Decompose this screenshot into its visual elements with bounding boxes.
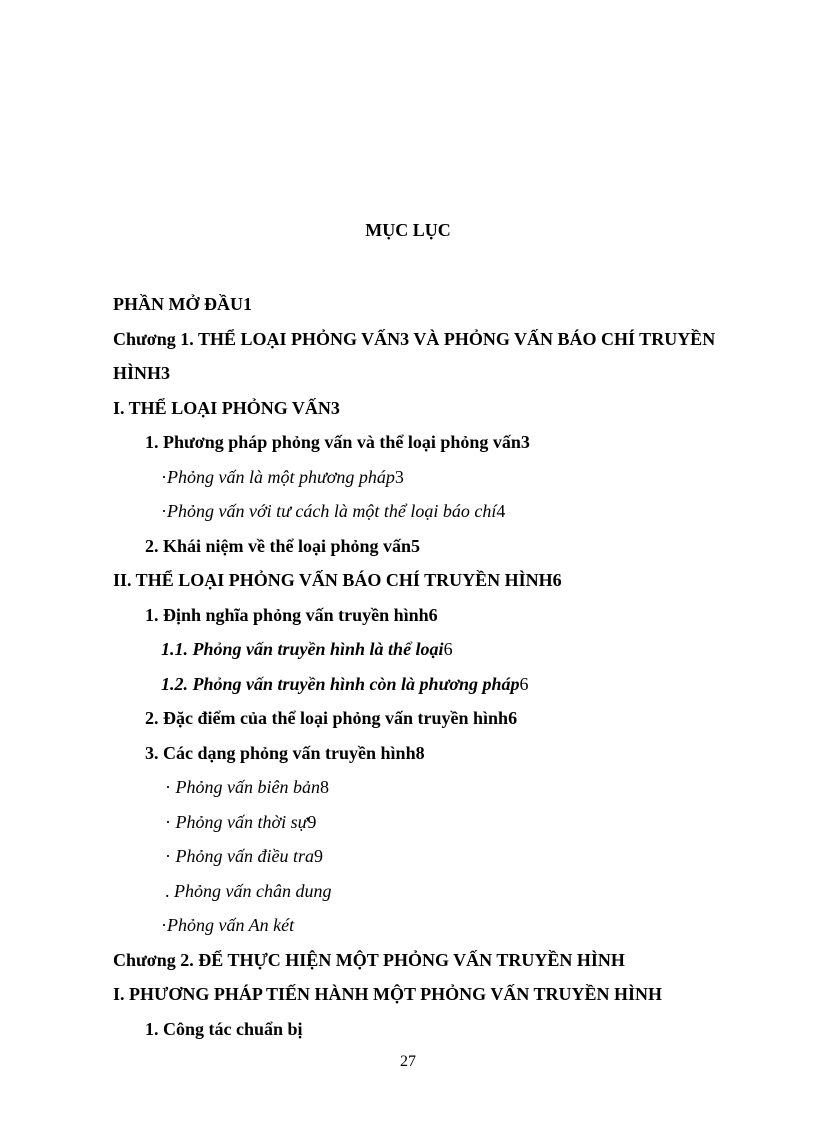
toc-entry-text: 2. Đặc điểm của thể loại phỏng vấn truyền hình [145, 708, 509, 728]
toc-entry-page: 4 [496, 501, 506, 521]
toc-entry-item[interactable] [113, 839, 753, 874]
table-of-contents [113, 287, 753, 1046]
bullet-icon: · [165, 777, 176, 797]
toc-entry-page: 6 [552, 570, 562, 590]
toc-entry-text: PHẦN MỞ ĐẦU [113, 294, 243, 314]
toc-entry-text-continued: VÀ PHỎNG VẤN BÁO CHÍ TRUYỀN HÌNH [113, 328, 716, 383]
toc-entry-text: I. THỂ LOẠI PHỎNG VẤN [113, 397, 331, 418]
toc-entry-subsection[interactable] [113, 701, 753, 736]
toc-entry-subsection[interactable] [113, 529, 753, 564]
toc-entry-item[interactable] [113, 805, 753, 840]
toc-entry-page: 3 [330, 397, 340, 418]
toc-entry-subsection[interactable] [113, 598, 753, 633]
toc-entry-page: 8 [415, 742, 425, 763]
toc-entry-text: I. PHƯƠNG PHÁP TIẾN HÀNH MỘT PHỎNG VẤN TRUYỀN HÌNH [113, 984, 663, 1004]
toc-entry-section[interactable] [113, 977, 753, 1012]
toc-entry-page: 3 [400, 328, 410, 349]
bullet-icon: · [165, 846, 176, 866]
toc-entry-section[interactable] [113, 391, 753, 426]
toc-entry-page: 3 [394, 466, 404, 487]
toc-entry-text: 1. Phương pháp phỏng vấn và thể loại phỏng vấn [145, 432, 521, 452]
toc-entry-text: 1. Công tác chuẩn bị [145, 1018, 303, 1039]
toc-entry-page: 8 [319, 777, 329, 797]
toc-entry-item[interactable] [113, 874, 753, 909]
toc-entry-text: 1.1. Phỏng vấn truyền hình là thể loại [161, 639, 444, 659]
toc-entry-subsection[interactable] [113, 425, 753, 460]
bullet-icon: · [161, 915, 167, 935]
toc-entry-text: Phỏng vấn thời sự [175, 811, 308, 832]
toc-entry-item[interactable] [113, 494, 753, 529]
toc-entry-page: 6 [508, 708, 518, 728]
toc-entry-page: 3 [161, 363, 171, 383]
toc-entry-text: Phỏng vấn là một phương pháp [167, 466, 395, 487]
bullet-icon: · [165, 811, 176, 832]
toc-entry-item[interactable] [113, 908, 753, 943]
toc-entry-item[interactable] [113, 460, 753, 495]
toc-entry-subsubsection[interactable] [113, 667, 753, 702]
toc-entry-text: Phỏng vấn với tư cách là một thể loại báo chí [167, 501, 497, 521]
bullet-icon: . [165, 880, 174, 901]
toc-entry-subsubsection[interactable] [113, 632, 753, 667]
toc-entry-text: Phỏng vấn An két [167, 915, 295, 935]
toc-entry-page: 9 [307, 811, 317, 832]
toc-entry-text: Phỏng vấn điều tra [175, 846, 314, 866]
toc-entry-page: 9 [313, 846, 323, 866]
toc-entry-page: 6 [519, 673, 529, 694]
toc-entry-page: 5 [411, 535, 421, 556]
toc-entry-text: Phỏng vấn biên bản [175, 777, 320, 797]
toc-entry-subsection[interactable] [113, 1012, 753, 1047]
toc-entry-section[interactable] [113, 563, 753, 598]
toc-entry-chapter-1[interactable] [113, 322, 753, 391]
toc-entry-text: Chương 1. THỂ LOẠI PHỎNG VẤN [113, 328, 401, 349]
toc-entry-item[interactable] [113, 770, 753, 805]
toc-entry-page: 1 [242, 294, 252, 314]
bullet-icon: · [161, 501, 167, 521]
toc-entry-text: Chương 2. ĐỂ THỰC HIỆN MỘT PHỎNG VẤN TRUYỀN HÌNH [113, 949, 625, 970]
toc-entry-page: 3 [520, 432, 530, 452]
toc-entry-text: Phỏng vấn chân dung [174, 880, 332, 901]
page-number: 27 [400, 1053, 416, 1070]
toc-entry-page: 6 [443, 639, 453, 659]
toc-entry-text: 1. Định nghĩa phỏng vấn truyền hình [145, 604, 429, 625]
toc-title: MỤC LỤC [365, 220, 451, 240]
toc-entry-page: 6 [428, 604, 438, 625]
bullet-icon: · [161, 466, 167, 487]
toc-entry-intro[interactable] [113, 287, 753, 322]
toc-entry-chapter-2[interactable] [113, 943, 753, 978]
toc-entry-text: 2. Khái niệm về thể loại phỏng vấn [145, 535, 412, 556]
toc-entry-text: 1.2. Phỏng vấn truyền hình còn là phương pháp [161, 673, 520, 694]
toc-entry-text: II. THỂ LOẠI PHỎNG VẤN BÁO CHÍ TRUYỀN HÌNH [113, 570, 553, 590]
toc-entry-subsection[interactable] [113, 736, 753, 771]
toc-entry-text: 3. Các dạng phỏng vấn truyền hình [145, 742, 416, 763]
